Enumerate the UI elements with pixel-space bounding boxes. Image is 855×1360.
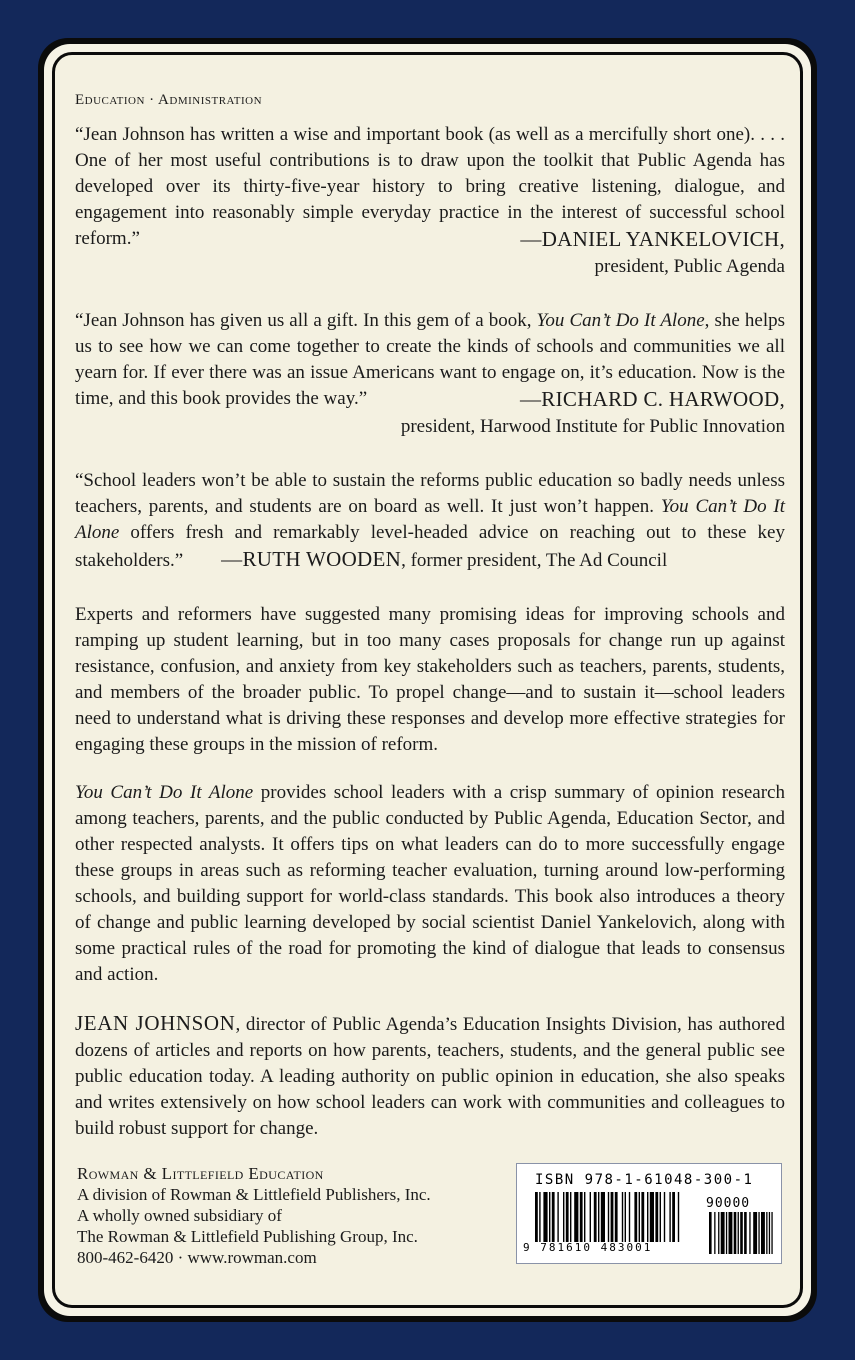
- publisher-line: A division of Rowman & Littlefield Publishers, Inc.: [77, 1185, 431, 1204]
- publisher-line: The Rowman & Littlefield Publishing Group, Inc.: [77, 1227, 418, 1246]
- attribution-title: president, Harwood Institute for Public Innovation: [400, 416, 785, 437]
- publisher-contact: 800-462-6420 · www.rowman.com: [77, 1248, 317, 1267]
- blurb-text-part: “Jean Johnson has given us all a gift. In this gem of a book,: [75, 310, 537, 331]
- blurb-attribution: [75, 226, 785, 254]
- publisher-info: [77, 1163, 431, 1268]
- blurb-harwood: [75, 308, 785, 440]
- blurb-wooden: [75, 468, 785, 574]
- isbn-barcode: [516, 1163, 782, 1264]
- blurb-text: “Jean Johnson has written a wise and important book (as well as a mercifully short one). . . . One of her most useful contributions is to draw upon the toolkit that Public Agenda has developed over its thirty-five-year history to bring creative listening, dialogue, and engagement into reasonably simple everyday practice in the interest of successful school reform.”: [75, 124, 785, 249]
- blurb-yankelovich: [75, 122, 785, 280]
- isbn-number: ISBN 978-1-61048-300-1: [535, 1172, 754, 1188]
- description-paragraph-1: Experts and reformers have suggested many promising ideas for improving schools and ramping up student learning, but in too many cases proposals for change run up against resistance, confusion, and anxiety from key stakeholders such as teachers, parents, students, and members of the broader public. To propel change—and to sustain it—school leaders need to understand what is driving these responses and develop more effective strategies for engaging these groups in the mission of reform.: [75, 604, 785, 755]
- description-paragraph-2: [75, 780, 785, 988]
- publisher-name: Rowman & Littlefield Education: [77, 1164, 324, 1183]
- blurb-text-part: offers fresh and remarkably level-headed advice on reaching out to these key stakeholders.”: [75, 522, 785, 571]
- blurb-text-part: , she helps us to see how we can come together to create the kinds of schools and communities we all yearn for. If ever there was an issue Americans want to engage on, it’s education. Now is the time, and this book provides the way.”: [75, 310, 785, 409]
- attribution-title: president, Public Agenda: [594, 256, 785, 277]
- author-name: JEAN JOHNSON: [75, 1011, 236, 1035]
- book-title: You Can’t Do It Alone: [75, 496, 786, 543]
- attribution-title: , former president, The Ad Council: [401, 550, 668, 571]
- category-label: Education · Administration: [75, 92, 263, 108]
- attribution-name: —RUTH WOODEN: [221, 547, 402, 571]
- publisher-line: A wholly owned subsidiary of: [77, 1206, 282, 1225]
- book-title: You Can’t Do It Alone: [536, 310, 705, 331]
- price-code: 90000: [706, 1196, 751, 1211]
- blurb-text-part: “School leaders won’t be able to sustain the reforms public education so badly needs unless teachers, parents, and students are on board as well. It just won’t happen.: [75, 470, 785, 517]
- back-cover-content: [75, 90, 785, 1164]
- attribution-name: —RICHARD C. HARWOOD,: [519, 387, 785, 411]
- attribution-name: —DANIEL YANKELOVICH,: [520, 227, 785, 251]
- book-title: You Can’t Do It Alone: [75, 782, 254, 803]
- barcode-digits: 9 781610 483001: [523, 1241, 653, 1254]
- author-bio-text: , director of Public Agenda’s Education Insights Division, has authored dozens of articles and reports on how parents, teachers, students, and the general public see public education today. A leading authority on public opinion in education, she also speaks and writes extensively on how school leaders can work with communities and colleagues to build robust support for change.: [75, 1014, 785, 1139]
- description-text: provides school leaders with a crisp summary of opinion research among teachers, parents, and the public conducted by Public Agenda, Education Sector, and other respected analysts. It offers tips on what leaders can do to more successfully engage these groups in areas such as reforming teacher evaluation, turning around low-performing schools, and building support for world-class standards. This book also introduces a theory of change and public learning developed by social scientist Daniel Yankelovich, along with some practical rules of the road for promoting the kind of dialogue that leads to consensus and action.: [75, 782, 785, 985]
- blurb-text: [75, 468, 785, 574]
- author-bio: [75, 1010, 785, 1142]
